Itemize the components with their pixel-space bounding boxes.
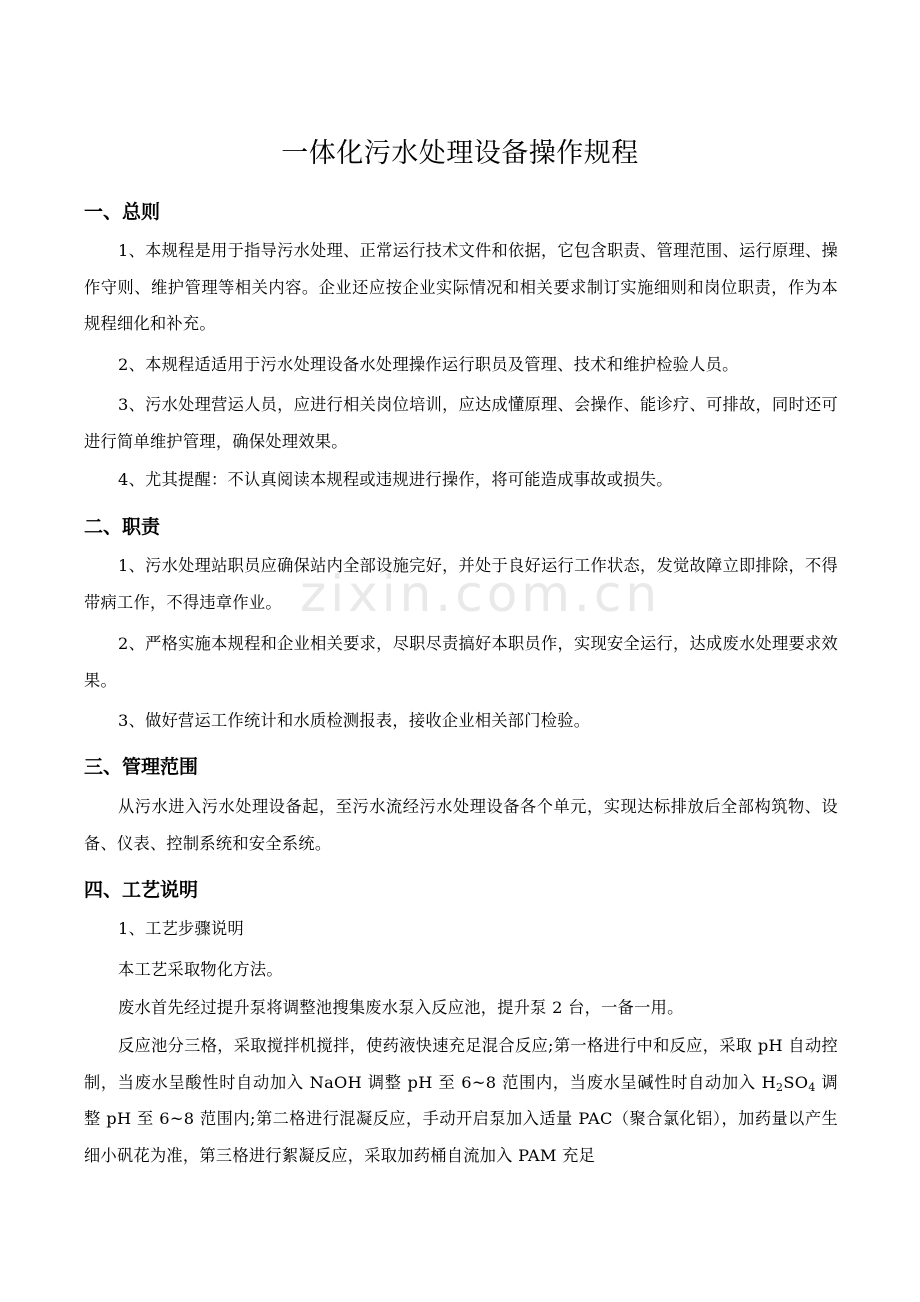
- paragraph: 2、本规程适适用于污水处理设备水处理操作运行职员及管理、技术和维护检验人员。: [118, 355, 739, 374]
- paragraph: 1、污水处理站职员应确保站内全部设施完好，并处于良好运行工作状态，发觉故障立即排除，不得带病工作，不得违章作业。: [84, 556, 838, 612]
- paragraph: 本工艺采取物化方法。: [118, 960, 283, 979]
- text-run: 反应池分三格，采取搅拌机搅拌，使药液快速充足混合反应;第一格进行中和反应，采取 pH 自动控制，当废水呈酸性时自动加入 NaOH 调整 pH 至 6~8 范围内，当废水呈碱性时自动加入 H: [84, 1036, 838, 1092]
- text-run: SO: [783, 1072, 809, 1092]
- watermark: zixin.com.cn: [300, 565, 662, 623]
- paragraph: 3、污水处理营运人员，应进行相关岗位培训，应达成懂原理、会操作、能诊疗、可排故，同时还可进行简单维护管理，确保处理效果。: [84, 395, 838, 451]
- section-heading-process: 四、工艺说明: [84, 879, 199, 901]
- paragraph: 废水首先经过提升泵将调整池搜集废水泵入反应池，提升泵 2 台，一备一用。: [118, 998, 684, 1017]
- paragraph: 1、本规程是用于指导污水处理、正常运行技术文件和依据，它包含职责、管理范围、运行原理、操作守则、维护管理等相关内容。企业还应按企业实际情况和相关要求制订实施细则和岗位职责，作为本规程细化和补充。: [84, 241, 838, 333]
- section-heading-scope: 三、管理范围: [84, 756, 199, 778]
- paragraph: [84, 1028, 838, 1174]
- paragraph: 从污水进入污水处理设备起，至污水流经污水处理设备各个单元，实现达标排放后全部构筑物、设备、仪表、控制系统和安全系统。: [84, 797, 838, 853]
- paragraph: 2、严格实施本规程和企业相关要求，尽职尽责搞好本职员作，实现安全运行，达成废水处理要求效果。: [84, 634, 838, 690]
- paragraph: 4、尤其提醒：不认真阅读本规程或违规进行操作，将可能造成事故或损失。: [118, 470, 673, 489]
- subscript: 2: [776, 1080, 784, 1094]
- paragraph: 3、做好营运工作统计和水质检测报表，接收企业相关部门检验。: [118, 711, 591, 730]
- document-title: 一体化污水处理设备操作规程: [281, 138, 639, 169]
- section-heading-duties: 二、职责: [84, 516, 161, 538]
- subscript: 4: [808, 1080, 816, 1094]
- text-run: 调整 pH 至 6~8 范围内;第二格进行混凝反应，手动开启泵加入适量 PAC（聚合氯化铝），加药量以产生细小矾花为准，第三格进行絮凝反应，采取加药桶自流加入 PAM 充足: [84, 1072, 838, 1165]
- paragraph: 1、工艺步骤说明: [118, 919, 245, 938]
- section-heading-general: 一、总则: [84, 201, 161, 223]
